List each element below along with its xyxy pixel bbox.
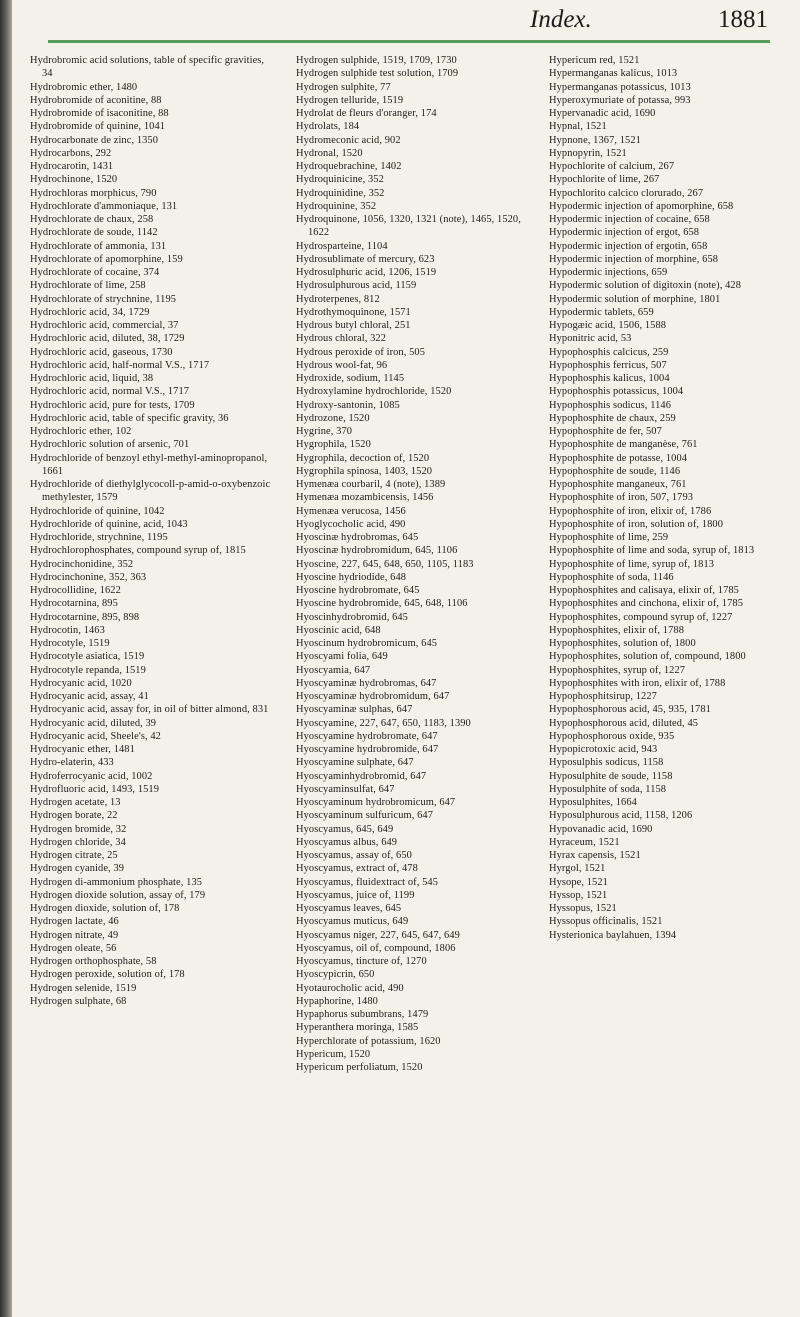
index-entry: Hydrogen nitrate, 49 xyxy=(30,929,119,941)
index-entry: Hyoscyamus, tincture of, 1270 xyxy=(296,956,427,967)
index-entry: Hydroquinone, 1056, 1320, 1321 (note), 1465, 1520, 1622 xyxy=(296,214,521,239)
running-title: Index. xyxy=(530,6,592,33)
index-entry: Hydrochloric acid, liquid, 38 xyxy=(30,373,154,384)
index-entry: Hydrogen dioxide solution, assay of, 179 xyxy=(30,889,206,901)
index-entry: Hydrogen citrate, 25 xyxy=(30,850,118,861)
index-entry: Hydrolats, 184 xyxy=(296,121,360,133)
index-entry: Hypophosphites and cinchona, elixir of, 1785 xyxy=(549,598,743,610)
index-entry: Hyposulphite de soude, 1158 xyxy=(549,770,673,782)
index-entry: Hydrocinchonine, 352, 363 xyxy=(30,571,147,583)
index-entry: Hyponitric acid, 53 xyxy=(549,333,632,345)
index-entry: Hydrogen telluride, 1519 xyxy=(296,94,404,106)
index-entry: Hydrogen sulphide test solution, 1709 xyxy=(296,68,459,80)
index-entry: Hydrocotarnina, 895 xyxy=(30,598,118,610)
index-entry: Hyoscyamus, 645, 649 xyxy=(296,823,394,835)
index-entry: Hyoscyaminhydrobromid, 647 xyxy=(296,770,427,782)
index-entry: Hydrogen orthophosphate, 58 xyxy=(30,956,157,967)
index-entry: Hydrous chloral, 322 xyxy=(296,333,387,345)
index-entry: Hydrous butyl chloral, 251 xyxy=(296,320,411,331)
index-entry: Hypericum red, 1521 xyxy=(549,55,640,66)
index-entry: Hydrolat de fleurs d'oranger, 174 xyxy=(296,108,437,119)
index-entry: Hyperanthera moringa, 1585 xyxy=(296,1022,419,1034)
index-entry: Hydrogen acetate, 13 xyxy=(30,797,121,808)
index-entry: Hydrochlorate of apomorphine, 159 xyxy=(30,253,183,265)
index-entry: Hygrophila, decoction of, 1520 xyxy=(296,452,430,464)
index-entry: Hydrogen peroxide, solution of, 178 xyxy=(30,969,185,981)
index-entry: Hyposulphites, 1664 xyxy=(549,797,637,808)
index-entry: Hypophosphites with iron, elixir of, 1788 xyxy=(549,677,726,689)
index-entry: Hypophosphite de manganèse, 761 xyxy=(549,439,698,451)
index-entry: Hydrocollidine, 1622 xyxy=(30,585,121,596)
index-entry: Hydrogen cyanide, 39 xyxy=(30,863,125,875)
index-entry: Hydrogen di-ammonium phosphate, 135 xyxy=(30,876,203,888)
index-entry: Hypodermic solution of morphine, 1801 xyxy=(549,293,721,305)
index-entry: Hydrochlorophosphates, compound syrup of, 1815 xyxy=(30,545,246,557)
index-entry: Hydrochloric acid, gaseous, 1730 xyxy=(30,346,173,358)
index-entry: Hypophosphorous acid, diluted, 45 xyxy=(549,717,699,729)
index-entry: Hypaphorine, 1480 xyxy=(296,995,378,1007)
index-entry: Hydrochlorate de soude, 1142 xyxy=(30,227,158,239)
index-entry: Hydrosulphuric acid, 1206, 1519 xyxy=(296,267,437,278)
index-entry: Hypochlorite of lime, 267 xyxy=(549,174,660,186)
index-entry: Hydroxylamine hydrochloride, 1520 xyxy=(296,386,452,398)
index-entry: Hydrogen dioxide, solution of, 178 xyxy=(30,903,180,914)
index-entry: Hyssop, 1521 xyxy=(549,889,608,901)
index-entry: Hydrochloric acid, commercial, 37 xyxy=(30,320,179,331)
index-entry: Hydrocotyle, 1519 xyxy=(30,638,110,649)
index-entry: Hyoscyami folia, 649 xyxy=(296,651,388,663)
index-entry: Hyoscyaminsulfat, 647 xyxy=(296,783,395,795)
index-entry: Hyoscyamine hydrobromate, 647 xyxy=(296,730,438,742)
index-entry: Hydrosublimate of mercury, 623 xyxy=(296,253,435,265)
index-entry: Hygrophila spinosa, 1403, 1520 xyxy=(296,465,433,477)
index-entry: Hydrofluoric acid, 1493, 1519 xyxy=(30,783,160,795)
index-entry: Hypovanadic acid, 1690 xyxy=(549,823,653,835)
index-entry: Hypericum perfoliatum, 1520 xyxy=(296,1062,423,1073)
index-entry: Hyoscyamus, oil of, compound, 1806 xyxy=(296,942,456,954)
index-entry: Hydrochlorate de chaux, 258 xyxy=(30,214,154,225)
index-entry: Hypophosphite de potasse, 1004 xyxy=(549,452,688,464)
index-entry: Hyoscinæ hydrobromas, 645 xyxy=(296,532,419,543)
index-entry: Hydroxide, sodium, 1145 xyxy=(296,373,405,384)
index-entry: Hyoscine, 227, 645, 648, 650, 1105, 1183 xyxy=(296,558,474,570)
index-entry: Hypochlorito calcico clorurado, 267 xyxy=(549,187,704,199)
index-entry: Hydrochlorate of strychnine, 1195 xyxy=(30,293,177,305)
index-entry: Hyotaurocholic acid, 490 xyxy=(296,982,404,994)
index-column-3 xyxy=(549,54,794,942)
index-entry: Hypophosphites, solution of, 1800 xyxy=(549,638,696,649)
index-entry: Hydrochloride of quinine, 1042 xyxy=(30,505,165,517)
index-entry: Hydrous peroxide of iron, 505 xyxy=(296,346,426,358)
index-entry: Hydrous wool-fat, 96 xyxy=(296,359,388,371)
index-entry: Hyoscine hydrobromide, 645, 648, 1106 xyxy=(296,598,468,610)
index-entry: Hyoscyamine, 227, 647, 650, 1183, 1390 xyxy=(296,717,471,729)
index-entry: Hypochlorite of calcium, 267 xyxy=(549,161,675,172)
index-entry: Hydrosparteine, 1104 xyxy=(296,240,388,252)
index-entry: Hyoscypicrin, 650 xyxy=(296,969,375,981)
index-entry: Hyposulphurous acid, 1158, 1206 xyxy=(549,810,693,822)
index-entry: Hydrochlorate of lime, 258 xyxy=(30,280,146,292)
index-entry: Hyoscinic acid, 648 xyxy=(296,624,381,636)
index-entry: Hydrothymoquinone, 1571 xyxy=(296,306,411,318)
page-number: 1881 xyxy=(718,6,768,33)
index-entry: Hydrogen sulphite, 77 xyxy=(296,81,391,93)
index-entry: Hypaphorus subumbrans, 1479 xyxy=(296,1009,429,1020)
index-entry: Hydrochlorate of cocaine, 374 xyxy=(30,267,160,278)
index-entry: Hydrocyanic acid, Sheele's, 42 xyxy=(30,730,161,742)
index-entry: Hydrocarbons, 292 xyxy=(30,147,112,159)
index-entry: Hyoscine hydriodide, 648 xyxy=(296,571,407,583)
index-entry: Hydrozone, 1520 xyxy=(296,412,370,424)
index-columns xyxy=(30,54,800,1304)
index-entry: Hypophosphite de chaux, 259 xyxy=(549,412,676,424)
index-entry: Hypodermic injections, 659 xyxy=(549,267,668,278)
index-entry: Hydroferrocyanic acid, 1002 xyxy=(30,770,153,782)
index-entry: Hydrochloric acid, normal V.S., 1717 xyxy=(30,386,190,398)
index-entry: Hymenæa mozambicensis, 1456 xyxy=(296,492,434,504)
index-entry: Hypophosphorous acid, 45, 935, 1781 xyxy=(549,704,711,716)
index-entry: Hypodermic tablets, 659 xyxy=(549,306,654,318)
index-entry: Hydrocarbonate de zinc, 1350 xyxy=(30,134,159,146)
index-entry: Hydrochinone, 1520 xyxy=(30,174,118,186)
index-entry: Hydrosulphurous acid, 1159 xyxy=(296,280,417,292)
index-entry: Hyoscyamus, extract of, 478 xyxy=(296,863,418,875)
index-entry: Hydromeconic acid, 902 xyxy=(296,134,401,146)
index-entry: Hyoscyamus albus, 649 xyxy=(296,836,398,848)
index-entry: Hydrochloric acid, diluted, 38, 1729 xyxy=(30,333,185,345)
index-entry: Hysterionica baylahuen, 1394 xyxy=(549,929,677,941)
index-entry: Hydrogen sulphide, 1519, 1709, 1730 xyxy=(296,55,457,66)
index-entry: Hyoscyaminum hydrobromicum, 647 xyxy=(296,797,456,808)
index-entry: Hydrobromide of quinine, 1041 xyxy=(30,121,166,133)
index-entry: Hypodermic injection of ergot, 658 xyxy=(549,227,700,239)
index-entry: Hydrochloras morphicus, 790 xyxy=(30,187,157,199)
index-entry: Hydrogen chloride, 34 xyxy=(30,836,126,848)
index-entry: Hydrocyanic acid, 1020 xyxy=(30,677,132,689)
index-entry: Hyssopus officinalis, 1521 xyxy=(549,916,663,928)
index-entry: Hydrocyanic ether, 1481 xyxy=(30,744,135,755)
index-entry: Hypophosphis sodicus, 1146 xyxy=(549,399,672,411)
index-entry: Hydrochloric ether, 102 xyxy=(30,426,132,437)
index-entry: Hyoscinhydrobromid, 645 xyxy=(296,611,408,623)
index-entry: Hypophosphis calcicus, 259 xyxy=(549,346,669,358)
index-entry: Hypophosphite of iron, elixir of, 1786 xyxy=(549,505,712,517)
index-entry: Hyoscine hydrobromate, 645 xyxy=(296,585,420,596)
page-header xyxy=(48,0,770,43)
index-entry: Hypophosphis kalicus, 1004 xyxy=(549,373,670,384)
index-entry: Hypermanganas potassicus, 1013 xyxy=(549,81,691,93)
index-entry: Hydronal, 1520 xyxy=(296,147,363,159)
index-entry: Hypophosphite of lime and soda, syrup of, 1813 xyxy=(549,545,755,557)
index-entry: Hydrocarotin, 1431 xyxy=(30,161,114,172)
index-entry: Hypervanadic acid, 1690 xyxy=(549,108,656,119)
index-entry: Hydrochloric acid, 34, 1729 xyxy=(30,306,150,318)
index-entry: Hypophosphite of iron, 507, 1793 xyxy=(549,492,694,504)
index-entry: Hydrocyanic acid, assay for, in oil of bitter almond, 831 xyxy=(30,704,269,716)
index-entry: Hyoscinæ hydrobromidum, 645, 1106 xyxy=(296,545,458,557)
index-entry: Hydrobromic ether, 1480 xyxy=(30,81,138,93)
index-entry: Hyrax capensis, 1521 xyxy=(549,850,641,861)
index-entry: Hyoglycocholic acid, 490 xyxy=(296,518,406,530)
index-entry: Hyoscyamia, 647 xyxy=(296,664,371,676)
index-column-2 xyxy=(296,54,541,1074)
index-entry: Hyoscyamus, fluidextract of, 545 xyxy=(296,876,438,888)
index-entry: Hypophosphites and calisaya, elixir of, 1785 xyxy=(549,585,739,596)
index-entry: Hydrochlorate of ammonia, 131 xyxy=(30,240,167,252)
index-entry: Hyoscyamine hydrobromide, 647 xyxy=(296,744,439,755)
index-entry: Hygrine, 370 xyxy=(296,426,353,437)
index-entry: Hydrocyanic acid, diluted, 39 xyxy=(30,717,157,729)
index-entry: Hyoscyamus, assay of, 650 xyxy=(296,850,412,861)
index-entry: Hypermanganas kalicus, 1013 xyxy=(549,68,678,80)
index-entry: Hyssopus, 1521 xyxy=(549,903,617,914)
index-entry: Hydrocotyle asiatica, 1519 xyxy=(30,651,145,663)
index-entry: Hypnal, 1521 xyxy=(549,121,607,133)
index-entry: Hyoscyaminæ sulphas, 647 xyxy=(296,704,413,716)
index-entry: Hyoscyaminum sulfuricum, 647 xyxy=(296,810,433,822)
index-entry: Hydroxy-santonin, 1085 xyxy=(296,399,400,411)
index-entry: Hydroquebrachine, 1402 xyxy=(296,161,402,172)
index-entry: Hyoscyamus leaves, 645 xyxy=(296,903,402,914)
index-entry: Hyoscyamus muticus, 649 xyxy=(296,916,409,928)
index-entry: Hyrgol, 1521 xyxy=(549,863,606,875)
index-entry: Hypophosphites, compound syrup of, 1227 xyxy=(549,611,733,623)
index-entry: Hydrochloric acid, half-normal V.S., 1717 xyxy=(30,359,210,371)
index-entry: Hydrobromic acid solutions, table of specific gravities, 34 xyxy=(30,55,265,80)
index-entry: Hydrochloride of diethylglycocoll-p-amid-o-oxybenzoic methylester, 1579 xyxy=(30,479,271,504)
index-entry: Hypophosphites, elixir of, 1788 xyxy=(549,624,684,636)
index-entry: Hypophosphite of iron, solution of, 1800 xyxy=(549,518,723,530)
index-entry: Hymenæa verucosa, 1456 xyxy=(296,505,406,517)
index-entry: Hydrogen oleate, 56 xyxy=(30,942,117,954)
index-entry: Hypericum, 1520 xyxy=(296,1048,371,1060)
index-entry: Hypodermic injection of cocaine, 658 xyxy=(549,214,710,225)
index-entry: Hyoscinum hydrobromicum, 645 xyxy=(296,638,438,649)
index-entry: Hydro-elaterin, 433 xyxy=(30,757,114,769)
index-entry: Hypophosphitsirup, 1227 xyxy=(549,691,657,702)
index-entry: Hydrochloride of quinine, acid, 1043 xyxy=(30,518,188,530)
index-entry: Hypophosphorous oxide, 935 xyxy=(549,730,675,742)
index-entry: Hydrobromide of aconitine, 88 xyxy=(30,94,162,106)
index-entry: Hypophosphite de fer, 507 xyxy=(549,426,662,437)
index-entry: Hydroterpenes, 812 xyxy=(296,293,380,305)
index-entry: Hydrochlorate d'ammoniaque, 131 xyxy=(30,200,178,212)
index-entry: Hyoscyaminæ hydrobromidum, 647 xyxy=(296,691,450,702)
index-entry: Hyperoxymuriate of potassa, 993 xyxy=(549,94,691,106)
index-entry: Hydrochloric acid, pure for tests, 1709 xyxy=(30,399,195,411)
index-entry: Hydroquinidine, 352 xyxy=(296,187,385,199)
index-entry: Hyoscyaminæ hydrobromas, 647 xyxy=(296,677,437,689)
index-entry: Hydrocotyle repanda, 1519 xyxy=(30,664,146,676)
index-entry: Hyoscyamus, juice of, 1199 xyxy=(296,889,415,901)
index-entry: Hypodermic injection of ergotin, 658 xyxy=(549,240,708,252)
index-entry: Hydrogen sulphate, 68 xyxy=(30,995,127,1007)
index-entry: Hypophosphites, solution of, compound, 1800 xyxy=(549,651,746,663)
index-entry: Hypopicrotoxic acid, 943 xyxy=(549,744,658,755)
index-entry: Hyposulphis sodicus, 1158 xyxy=(549,757,664,769)
index-entry: Hypnone, 1367, 1521 xyxy=(549,134,641,146)
index-entry: Hyperchlorate of potassium, 1620 xyxy=(296,1035,441,1047)
index-entry: Hydrogen selenide, 1519 xyxy=(30,982,137,994)
index-entry: Hydrogen borate, 22 xyxy=(30,810,118,822)
index-entry: Hypnopyrin, 1521 xyxy=(549,147,627,159)
index-entry: Hypophosphite manganeux, 761 xyxy=(549,479,687,490)
index-entry: Hymenæa courbaril, 4 (note), 1389 xyxy=(296,479,446,490)
index-entry: Hydrocotin, 1463 xyxy=(30,624,105,636)
index-entry: Hydrobromide of isaconitine, 88 xyxy=(30,108,169,119)
index-entry: Hydroquinine, 352 xyxy=(296,200,377,212)
index-entry: Hypophosphis potassicus, 1004 xyxy=(549,386,684,398)
index-entry: Hypophosphites, syrup of, 1227 xyxy=(549,664,686,676)
index-entry: Hypodermic solution of digitoxin (note), 428 xyxy=(549,280,741,292)
index-entry: Hyposulphite of soda, 1158 xyxy=(549,783,667,795)
index-entry: Hypophosphite de soude, 1146 xyxy=(549,465,681,477)
index-entry: Hypophosphite of lime, syrup of, 1813 xyxy=(549,558,715,570)
index-entry: Hypogæic acid, 1506, 1588 xyxy=(549,320,667,331)
index-entry: Hydrochloric solution of arsenic, 701 xyxy=(30,439,190,451)
book-spine-shadow xyxy=(0,0,12,1317)
index-entry: Hydrochloride, strychnine, 1195 xyxy=(30,532,168,543)
index-entry: Hydrogen lactate, 46 xyxy=(30,916,119,928)
index-entry: Hyoscyamus niger, 227, 645, 647, 649 xyxy=(296,929,460,941)
index-entry: Hypophosphis ferricus, 507 xyxy=(549,359,667,371)
index-entry: Hygrophila, 1520 xyxy=(296,439,371,451)
index-entry: Hyraceum, 1521 xyxy=(549,836,620,848)
index-entry: Hydrogen bromide, 32 xyxy=(30,823,127,835)
index-entry: Hydrochloric acid, table of specific gravity, 36 xyxy=(30,412,229,424)
index-entry: Hyoscyamine sulphate, 647 xyxy=(296,757,414,769)
index-column-1 xyxy=(30,54,275,1008)
index-entry: Hydrocyanic acid, assay, 41 xyxy=(30,691,149,702)
index-entry: Hypodermic injection of morphine, 658 xyxy=(549,253,719,265)
index-entry: Hypophosphite of soda, 1146 xyxy=(549,571,674,583)
index-entry: Hydrochloride of benzoyl ethyl-methyl-aminopropanol, 1661 xyxy=(30,452,268,477)
index-entry: Hypophosphite of lime, 259 xyxy=(549,532,669,543)
index-entry: Hysope, 1521 xyxy=(549,876,608,888)
index-entry: Hypodermic injection of apomorphine, 658 xyxy=(549,200,734,212)
index-entry: Hydroquinicine, 352 xyxy=(296,174,384,186)
index-entry: Hydrocotarnine, 895, 898 xyxy=(30,611,140,623)
index-entry: Hydrocinchonidine, 352 xyxy=(30,558,134,570)
